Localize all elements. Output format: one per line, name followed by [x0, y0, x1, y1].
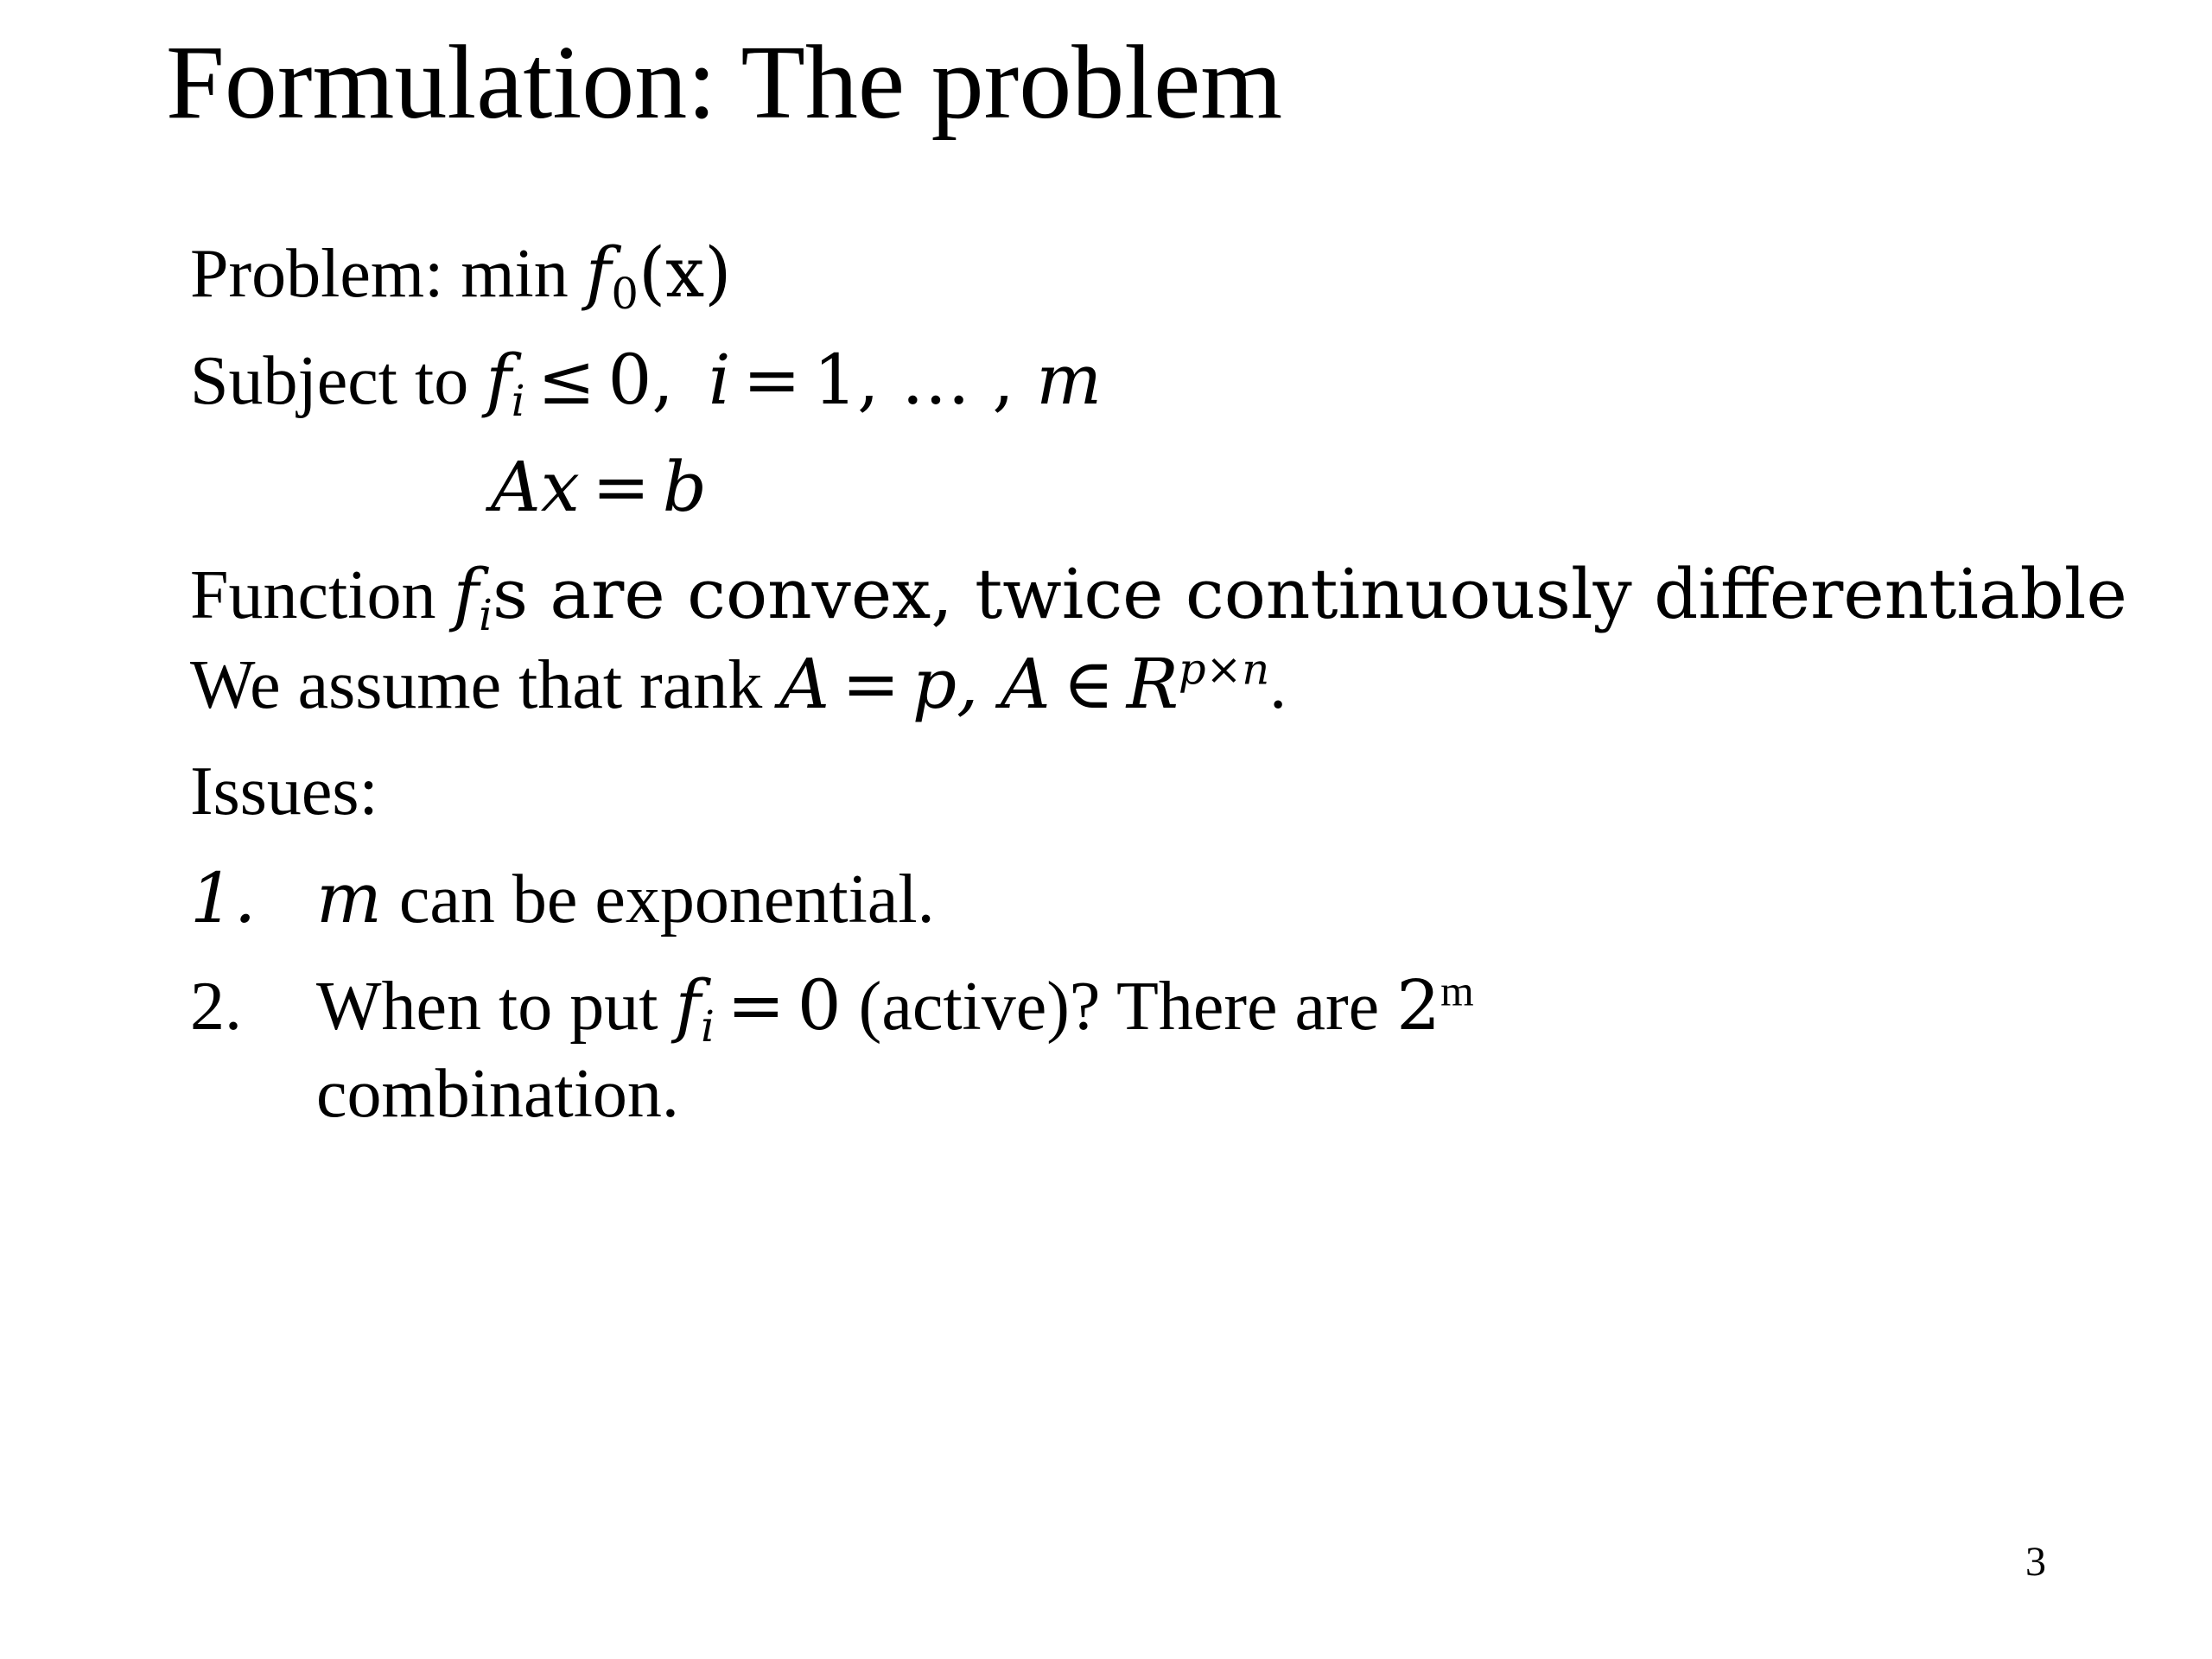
issue-2-base: 2 — [1396, 965, 1441, 1046]
issue-2-prefix: When to put — [316, 969, 676, 1045]
equals-symbol: = — [742, 340, 801, 420]
index-range: 1, … , — [813, 340, 1037, 420]
assumption-line — [190, 645, 1287, 725]
equality-constraint — [491, 448, 707, 528]
objective-function: f — [585, 232, 612, 313]
issue-1-text: can be exponential. — [381, 861, 935, 938]
constraint-rhs: 0, — [607, 340, 674, 420]
issue-item-1 — [190, 859, 935, 939]
index-variable: i — [708, 340, 731, 420]
equality-rhs: b — [662, 447, 707, 527]
function-line — [190, 554, 2127, 640]
issue-2-value: 0 — [797, 965, 842, 1046]
issue-1-variable: m — [316, 858, 382, 938]
issue-2-function: f — [675, 965, 702, 1046]
equality-lhs: Ax — [491, 447, 580, 527]
assumption-end: . — [1269, 647, 1287, 723]
issue-number-1: 1. — [190, 858, 257, 938]
issues-label: Issues: — [190, 753, 378, 830]
issue-2-eq: = — [727, 965, 785, 1046]
objective-subscript: 0 — [611, 268, 639, 319]
issue-2-exponent: m — [1440, 967, 1474, 1015]
function-prefix: Function — [190, 557, 454, 633]
assumption-prefix: We assume that rank — [190, 647, 780, 723]
constraint-function: f — [486, 340, 512, 420]
function-suffix: s are convex, twice continuously differentiable — [492, 554, 2127, 634]
issue-item-2 — [190, 965, 1474, 1052]
constraint-label: Subject to — [190, 343, 486, 419]
page-number: 3 — [2025, 1539, 2046, 1585]
issue-2-mid: (active)? There are — [841, 969, 1397, 1045]
function-symbol: f — [453, 554, 480, 634]
problem-line — [190, 232, 732, 319]
matrix-a-2: A — [1000, 644, 1051, 724]
real-space: R — [1126, 644, 1179, 724]
equality-eq: = — [592, 447, 651, 527]
function-subscript: i — [479, 589, 493, 640]
element-of-symbol: ∈ — [1063, 644, 1115, 724]
index-max: m — [1036, 340, 1103, 420]
assumption-eq: = — [842, 644, 900, 724]
constraint-line — [190, 340, 1103, 426]
issue-number-2: 2. — [190, 969, 242, 1045]
leq-symbol: ≤ — [537, 340, 596, 420]
issue-item-2-continuation: combination. — [316, 1056, 679, 1132]
matrix-a: A — [779, 644, 830, 724]
issue-2-subscript: i — [701, 1001, 715, 1052]
problem-label: Problem: min — [190, 236, 586, 312]
dimension-superscript: p×n — [1178, 644, 1270, 695]
rank-p: p, — [912, 644, 1001, 724]
slide-title: Formulation: The problem — [166, 24, 1283, 141]
objective-argument: (x) — [638, 232, 732, 313]
constraint-subscript: i — [511, 375, 525, 426]
